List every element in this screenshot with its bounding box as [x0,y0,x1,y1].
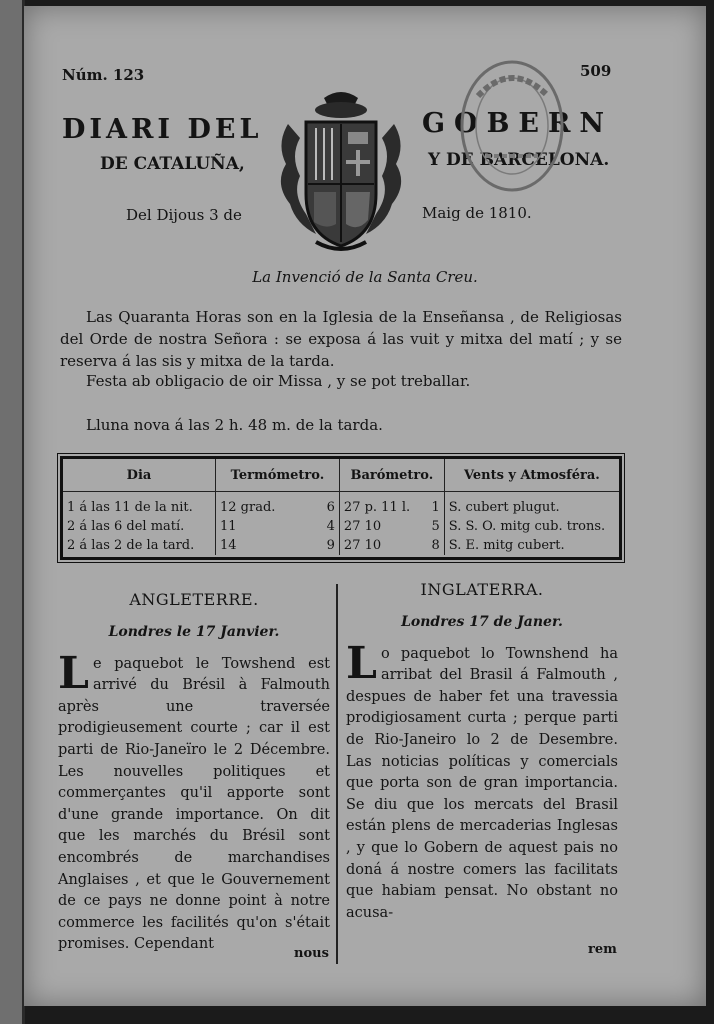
cell-winds: S. cubert plugut. [448,500,560,515]
cell-thermo-fraction: 9 [314,536,340,555]
weather-row [63,517,619,536]
cell-baro-inches: 27 10 [343,538,382,553]
weather-row [63,492,619,518]
french-dateline: Londres le 17 Janvier. [108,624,280,640]
coat-of-arms-crest-icon [266,84,416,254]
cell-baro-lines: 1 [425,492,444,518]
moon-phase-notice: Lluna nova á las 2 h. 48 m. de la tarda. [86,416,383,434]
newspaper-page [24,6,706,1006]
catchword-left: nous [294,946,329,961]
masthead-subtitle-left: DE CATALUÑA, [100,154,245,174]
cell-thermo-fraction: 4 [314,517,340,536]
cell-winds: S. S. O. mitg cub. trons. [448,519,606,534]
french-article-text: e paquebot le Towshend est arrivé du Brésil à Falmouth après une traversée prodigieusement courte ; car il est parti de Rio-Janeïro le 2 Décembre. Les nouvelles politiques et commerçantes qu'il apporte sont d'une grande importance. On dit que les marchés du Brésil sont encombrés de marchandises Anglaises , et que le Gouvernement de ce pays ne donne point à notre commerce les facilités qu'on s'était promises. Cependant [58,655,330,953]
holiday-notice: Festa ab obligacio de oir Missa , y se pot treballar. [86,372,471,390]
catalan-heading: INGLATERRA. [420,580,544,599]
drop-cap: L [346,637,377,689]
cell-dia: 2 á las 6 del matí. [63,517,216,536]
catalan-dateline: Londres 17 de Janer. [401,614,563,630]
cell-thermo-degrees: 14 [220,538,237,553]
masthead-title-right: GOBERN [422,108,614,139]
header-barometer: Barómetro. [339,459,444,492]
feast-of-the-day: La Invenció de la Santa Creu. [252,268,478,286]
catalan-column [346,576,618,924]
cell-thermo-fraction: 6 [314,492,340,518]
french-heading: ANGLETERRE. [129,590,259,609]
issue-date-right: Maig de 1810. [422,204,532,222]
binding-edge [0,0,22,1024]
cell-baro-lines: 5 [425,517,444,536]
french-column [58,586,330,956]
cell-baro-lines: 8 [425,536,444,555]
french-article [58,647,330,956]
weather-header-row [63,459,619,492]
cell-thermo-degrees: 12 grad. [220,500,276,515]
header-dia: Dia [63,459,216,492]
drop-cap: L [58,647,89,699]
catalan-article-text: o paquebot lo Townshend ha arribat del Brasil á Falmouth , despues de haber fet una travessia prodigiosament curta ; perque parti de Rio-Janeiro lo 2 de Desembre. Las noticias políticas y comercials que porta son de gran importancia. Se diu que los mercats del Brasil están plens de mercaderias Inglesas , y que lo Gobern de aquest pais no doná á nostre comers las facilitats que habiam pensat. No obstant no acusa- [346,645,618,921]
masthead-title-left: DIARI DEL [62,114,263,145]
masthead-subtitle-right: Y DE BARCELONA. [428,150,610,170]
weather-row [63,536,619,555]
devotion-notice: Las Quaranta Horas son en la Iglesia de la Enseñansa , de Religiosas del Orde de nostra Señora : se exposa á las vuit y mitxa del matí ; y se reserva á las sis y mitxa de la tarda. [60,308,622,370]
weather-table [60,456,622,560]
catalan-article [346,637,618,925]
cell-winds: S. E. mitg cubert. [448,538,565,553]
column-divider [336,584,338,964]
page-number: 509 [580,62,612,80]
header-thermometer: Termómetro. [216,459,340,492]
cell-baro-inches: 27 p. 11 l. [343,500,411,515]
cell-baro-inches: 27 10 [343,519,382,534]
issue-number: Núm. 123 [62,66,145,84]
cell-dia: 2 á las 2 de la tard. [63,536,216,555]
cell-dia: 1 á las 11 de la nit. [63,492,216,518]
catchword-right: rem [588,942,617,957]
header-winds: Vents y Atmosféra. [444,459,619,492]
issue-date-left: Del Dijous 3 de [126,206,242,224]
cell-thermo-degrees: 11 [220,519,237,534]
library-stamp-icon [456,56,568,196]
